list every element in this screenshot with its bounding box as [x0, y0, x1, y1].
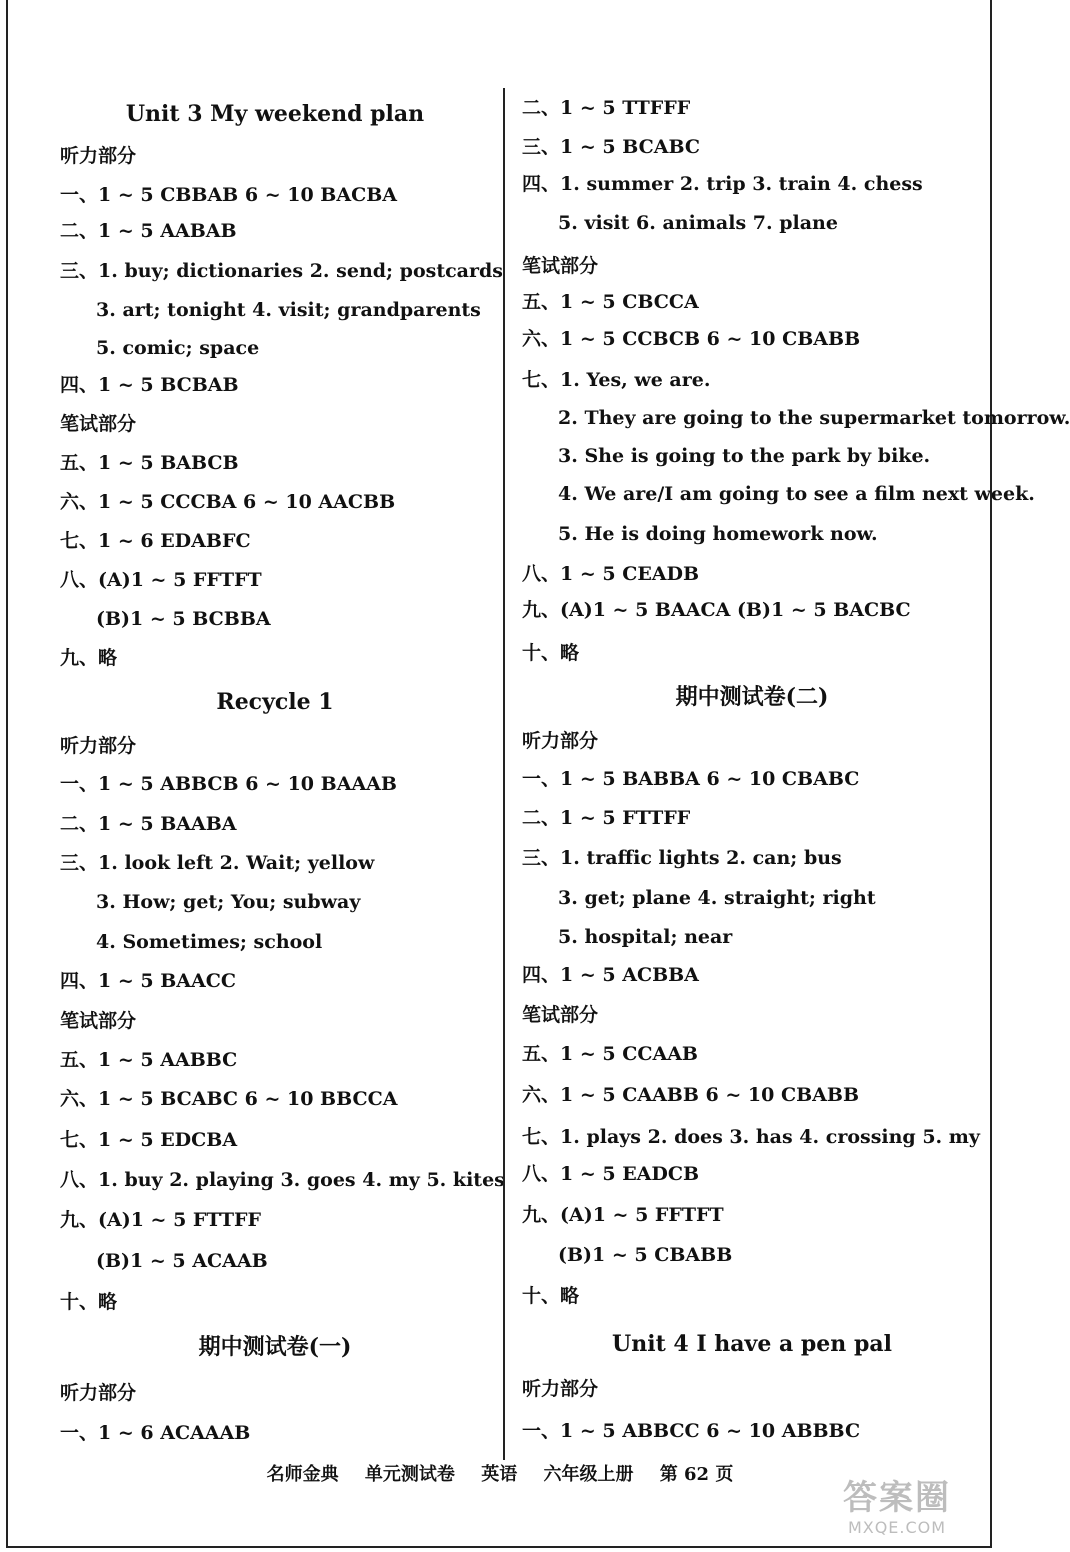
- subsection-label: 笔试部分: [522, 1004, 599, 1026]
- subsection-label: 笔试部分: [60, 413, 137, 435]
- subsection-label: 听力部分: [60, 145, 137, 167]
- answer-line: 三、1. look left 2. Wait; yellow: [60, 852, 375, 874]
- answer-line: 二、1 ~ 5 AABAB: [60, 220, 237, 242]
- answer-line: 八、1. buy 2. playing 3. goes 4. my 5. kites: [60, 1169, 505, 1191]
- subsection-label: 笔试部分: [60, 1010, 137, 1032]
- answer-line: 八、1 ~ 5 EADCB: [522, 1163, 700, 1185]
- answer-line: 六、1 ~ 5 BCABC 6 ~ 10 BBCCA: [60, 1088, 398, 1110]
- answer-line-continued: 5. comic; space: [96, 337, 260, 359]
- section-heading: Unit 3 My weekend plan: [125, 101, 425, 127]
- answer-line: 七、1 ~ 5 EDCBA: [60, 1129, 238, 1151]
- answer-line: 六、1 ~ 5 CCCBA 6 ~ 10 AACBB: [60, 491, 396, 513]
- answer-line: 八、1 ~ 5 CEADB: [522, 563, 700, 585]
- answer-line: 七、1. plays 2. does 3. has 4. crossing 5. my: [522, 1126, 980, 1148]
- column-divider: [503, 88, 505, 1460]
- answer-line: 四、1 ~ 5 ACBBA: [522, 964, 699, 986]
- answer-line: 五、1 ~ 5 CBCCA: [522, 291, 699, 313]
- answer-line-continued: (B)1 ~ 5 CBABB: [558, 1244, 733, 1266]
- answer-line-continued: (B)1 ~ 5 BCBBA: [96, 608, 271, 630]
- answer-line: 十、略: [522, 1285, 580, 1307]
- subsection-label: 笔试部分: [522, 255, 599, 277]
- section-heading: Recycle 1: [216, 689, 334, 715]
- answer-line: 七、1 ~ 6 EDABFC: [60, 530, 251, 552]
- answer-line: 十、略: [522, 642, 580, 664]
- footer-series: 单元测试卷: [364, 1464, 455, 1485]
- watermark-logo: [812, 1478, 982, 1542]
- answer-line: 五、1 ~ 5 BABCB: [60, 452, 239, 474]
- answer-line-continued: 5. visit 6. animals 7. plane: [558, 212, 838, 234]
- answer-line: 一、1 ~ 5 ABBCC 6 ~ 10 ABBBC: [522, 1420, 861, 1442]
- answer-line: 二、1 ~ 5 FTTFF: [522, 807, 691, 829]
- answer-line: 四、1. summer 2. trip 3. train 4. chess: [522, 173, 923, 195]
- footer-brand: 名师金典: [266, 1464, 339, 1485]
- answer-line: 六、1 ~ 5 CAABB 6 ~ 10 CBABB: [522, 1084, 860, 1106]
- section-heading: 期中测试卷(二): [675, 684, 829, 710]
- answer-line: 七、1. Yes, we are.: [522, 369, 711, 391]
- answer-line: 四、1 ~ 5 BCBAB: [60, 374, 239, 396]
- answer-line-continued: 5. hospital; near: [558, 926, 733, 948]
- answer-line: 二、1 ~ 5 BAABA: [60, 813, 237, 835]
- watermark-text: 答案圈: [843, 1478, 951, 1518]
- subsection-label: 听力部分: [60, 735, 137, 757]
- answer-line: 九、(A)1 ~ 5 FFTFT: [522, 1204, 724, 1226]
- answer-line-continued: 5. He is doing homework now.: [558, 523, 878, 545]
- answer-line: 十、略: [60, 1291, 118, 1313]
- answer-line-continued: 3. How; get; You; subway: [96, 891, 361, 913]
- answer-line-continued: 2. They are going to the supermarket tomorrow.: [558, 407, 1070, 429]
- footer-page-number: 第 62 页: [659, 1464, 734, 1485]
- answer-line-continued: 3. She is going to the park by bike.: [558, 445, 931, 467]
- footer-grade: 六年级上册: [543, 1464, 634, 1485]
- answer-line: 九、略: [60, 647, 118, 669]
- answer-line: 五、1 ~ 5 CCAAB: [522, 1043, 698, 1065]
- answer-line-continued: 3. art; tonight 4. visit; grandparents: [96, 299, 481, 321]
- answer-line: 六、1 ~ 5 CCBCB 6 ~ 10 CBABB: [522, 328, 861, 350]
- answer-line: 三、1 ~ 5 BCABC: [522, 136, 701, 158]
- answer-line: 五、1 ~ 5 AABBC: [60, 1049, 238, 1071]
- footer-subject: 英语: [481, 1464, 518, 1485]
- answer-line: 一、1 ~ 5 CBBAB 6 ~ 10 BACBA: [60, 184, 398, 206]
- subsection-label: 听力部分: [522, 1378, 599, 1400]
- answer-line: 四、1 ~ 5 BAACC: [60, 970, 236, 992]
- section-heading: Unit 4 I have a pen pal: [612, 1331, 892, 1357]
- answer-line: 二、1 ~ 5 TTFFF: [522, 97, 691, 119]
- answer-line: 三、1. buy; dictionaries 2. send; postcards: [60, 260, 503, 282]
- answer-line: 九、(A)1 ~ 5 FTTFF: [60, 1209, 261, 1231]
- answer-line: 八、(A)1 ~ 5 FFTFT: [60, 569, 262, 591]
- answer-line-continued: 4. Sometimes; school: [96, 931, 323, 953]
- watermark-url: MXQE.COM: [847, 1518, 947, 1537]
- subsection-label: 听力部分: [60, 1382, 137, 1404]
- subsection-label: 听力部分: [522, 730, 599, 752]
- answer-line: 一、1 ~ 5 BABBA 6 ~ 10 CBABC: [522, 768, 860, 790]
- answer-line-continued: 3. get; plane 4. straight; right: [558, 887, 876, 909]
- answer-line: 一、1 ~ 6 ACAAAB: [60, 1422, 251, 1444]
- section-heading: 期中测试卷(一): [198, 1334, 352, 1360]
- answer-line-continued: 4. We are/I am going to see a film next week.: [558, 483, 1035, 505]
- answer-line-continued: (B)1 ~ 5 ACAAB: [96, 1250, 268, 1272]
- answer-line: 九、(A)1 ~ 5 BAACA (B)1 ~ 5 BACBC: [522, 599, 911, 621]
- answer-line: 三、1. traffic lights 2. can; bus: [522, 847, 842, 869]
- answer-line: 一、1 ~ 5 ABBCB 6 ~ 10 BAAAB: [60, 773, 397, 795]
